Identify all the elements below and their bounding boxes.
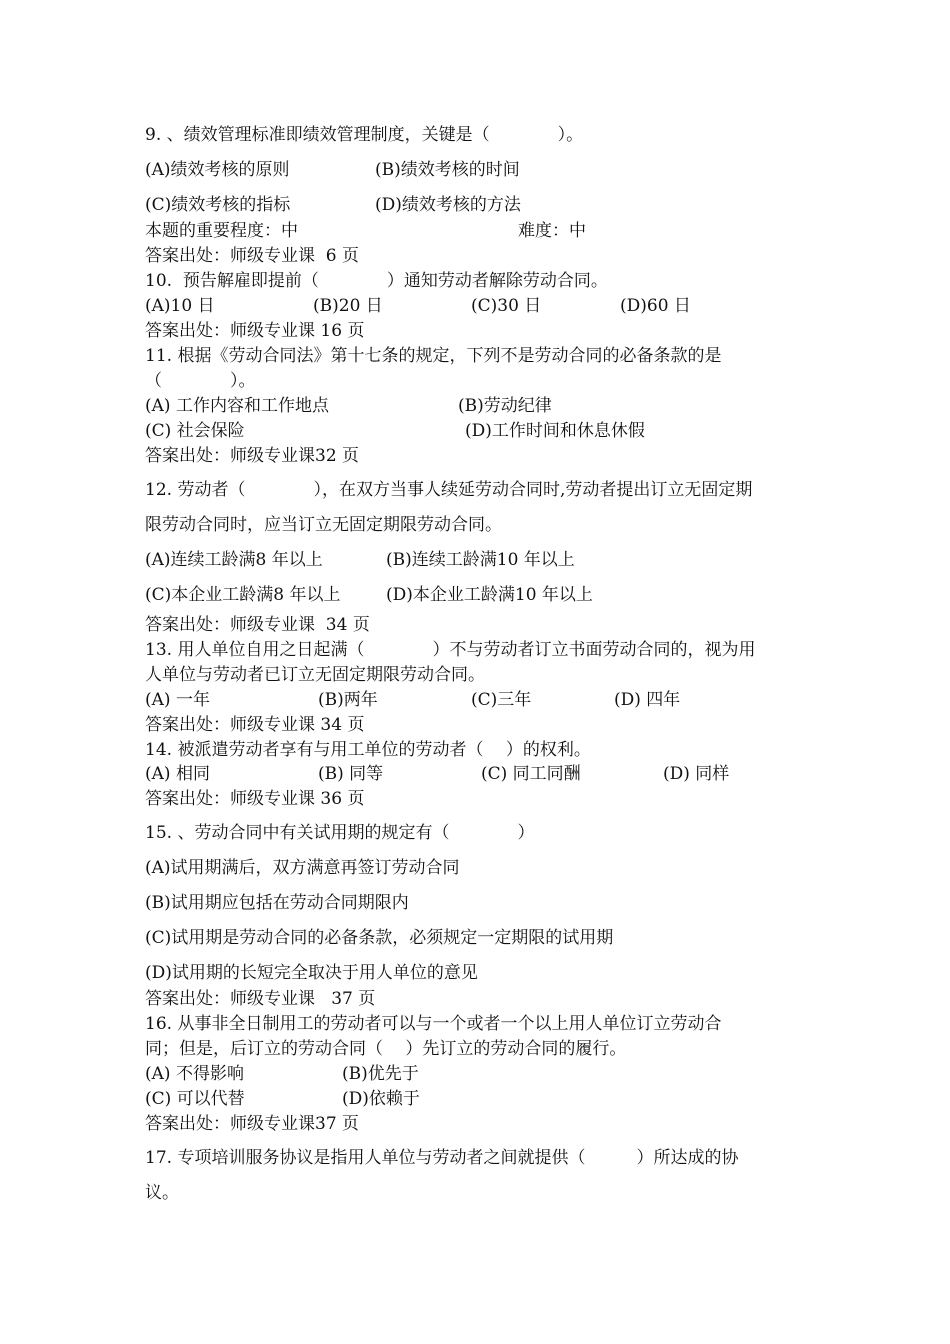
question-12-option-d: (D)本企业工龄满10 年以上 [386, 585, 593, 605]
question-10-option-c: (C)30 日 [471, 296, 542, 316]
question-13-option-b: (B)两年 [318, 690, 378, 710]
question-12-answer-source: 答案出处：师级专业课 34 页 [145, 615, 370, 635]
question-13-option-c: (C)三年 [471, 690, 532, 710]
question-15-option-a: (A)试用期满后，双方满意再签订劳动合同 [145, 858, 460, 878]
question-16-stem-line-2: 同；但是，后订立的劳动合同（ ）先订立的劳动合同的履行。 [145, 1039, 627, 1059]
question-13-stem-line-1: 13. 用人单位自用之日起满（ ）不与劳动者订立书面劳动合同的，视为用 [145, 640, 756, 660]
question-10-option-b: (B)20 日 [313, 296, 383, 316]
question-12-option-c: (C)本企业工龄满8 年以上 [145, 585, 341, 605]
question-9-difficulty: 难度：中 [518, 221, 586, 241]
question-9-importance: 本题的重要程度：中 [145, 221, 298, 241]
question-12-option-b: (B)连续工龄满10 年以上 [386, 550, 575, 570]
question-11-option-c: (C) 社会保险 [145, 421, 245, 441]
question-11-option-a: (A) 工作内容和工作地点 [145, 396, 329, 416]
question-16-stem-line-1: 16. 从事非全日制用工的劳动者可以与一个或者一个以上用人单位订立劳动合 [145, 1014, 722, 1034]
question-14-option-b: (B) 同等 [318, 764, 384, 784]
question-15-stem: 15. 、劳动合同中有关试用期的规定有（ ） [145, 823, 535, 843]
question-11-option-d: (D)工作时间和休息休假 [465, 421, 645, 441]
question-10-option-d: (D)60 日 [620, 296, 691, 316]
question-16-answer-source: 答案出处：师级专业课37 页 [145, 1114, 360, 1134]
question-11-stem-line-2: （ ）。 [145, 371, 256, 391]
question-10-option-a: (A)10 日 [145, 296, 215, 316]
question-13-answer-source: 答案出处：师级专业课 34 页 [145, 715, 365, 735]
question-12-stem-line-2: 限劳动合同时，应当订立无固定期限劳动合同。 [145, 515, 502, 535]
question-14-option-c: (C) 同工同酬 [481, 764, 581, 784]
question-12-option-a: (A)连续工龄满8 年以上 [145, 550, 323, 570]
question-11-answer-source: 答案出处：师级专业课32 页 [145, 446, 360, 466]
question-15-option-d: (D)试用期的长短完全取决于用人单位的意见 [145, 963, 478, 983]
question-16-option-c: (C) 可以代替 [145, 1089, 245, 1109]
question-16-option-b: (B)优先于 [342, 1064, 419, 1084]
question-9-option-b: (B)绩效考核的时间 [375, 160, 520, 180]
question-16-option-d: (D)依赖于 [342, 1089, 420, 1109]
question-11-stem-line-1: 11. 根据《劳动合同法》第十七条的规定，下列不是劳动合同的必备条款的是 [145, 346, 722, 366]
question-9-option-c: (C)绩效考核的指标 [145, 195, 291, 215]
question-14-option-a: (A) 相同 [145, 764, 210, 784]
question-9-option-a: (A)绩效考核的原则 [145, 160, 290, 180]
question-13-option-d: (D) 四年 [614, 690, 681, 710]
question-15-answer-source: 答案出处：师级专业课 37 页 [145, 989, 376, 1009]
question-11-option-b: (B)劳动纪律 [458, 396, 552, 416]
question-15-option-c: (C)试用期是劳动合同的必备条款，必须规定一定期限的试用期 [145, 928, 614, 948]
question-13-stem-line-2: 人单位与劳动者已订立无固定期限劳动合同。 [145, 665, 485, 685]
question-10-stem: 10. 预告解雇即提前（ ）通知劳动者解除劳动合同。 [145, 271, 608, 291]
question-14-answer-source: 答案出处：师级专业课 36 页 [145, 789, 365, 809]
question-15-option-b: (B)试用期应包括在劳动合同期限内 [145, 893, 409, 913]
question-10-answer-source: 答案出处：师级专业课 16 页 [145, 321, 365, 341]
question-9-answer-source: 答案出处：师级专业课 6 页 [145, 246, 360, 266]
question-14-option-d: (D) 同样 [663, 764, 730, 784]
question-17-stem-line-2: 议。 [145, 1183, 179, 1203]
question-17-stem-line-1: 17. 专项培训服务协议是指用人单位与劳动者之间就提供（ ）所达成的协 [145, 1148, 739, 1168]
question-16-option-a: (A) 不得影响 [145, 1064, 244, 1084]
question-9-stem: 9. 、绩效管理标准即绩效管理制度，关键是（ ）。 [145, 125, 584, 145]
question-9-option-d: (D)绩效考核的方法 [375, 195, 521, 215]
question-14-stem: 14. 被派遣劳动者享有与用工单位的劳动者（ ）的权利。 [145, 740, 591, 760]
question-12-stem-line-1: 12. 劳动者（ ），在双方当事人续延劳动合同时,劳动者提出订立无固定期 [145, 480, 753, 500]
question-13-option-a: (A) 一年 [145, 690, 210, 710]
